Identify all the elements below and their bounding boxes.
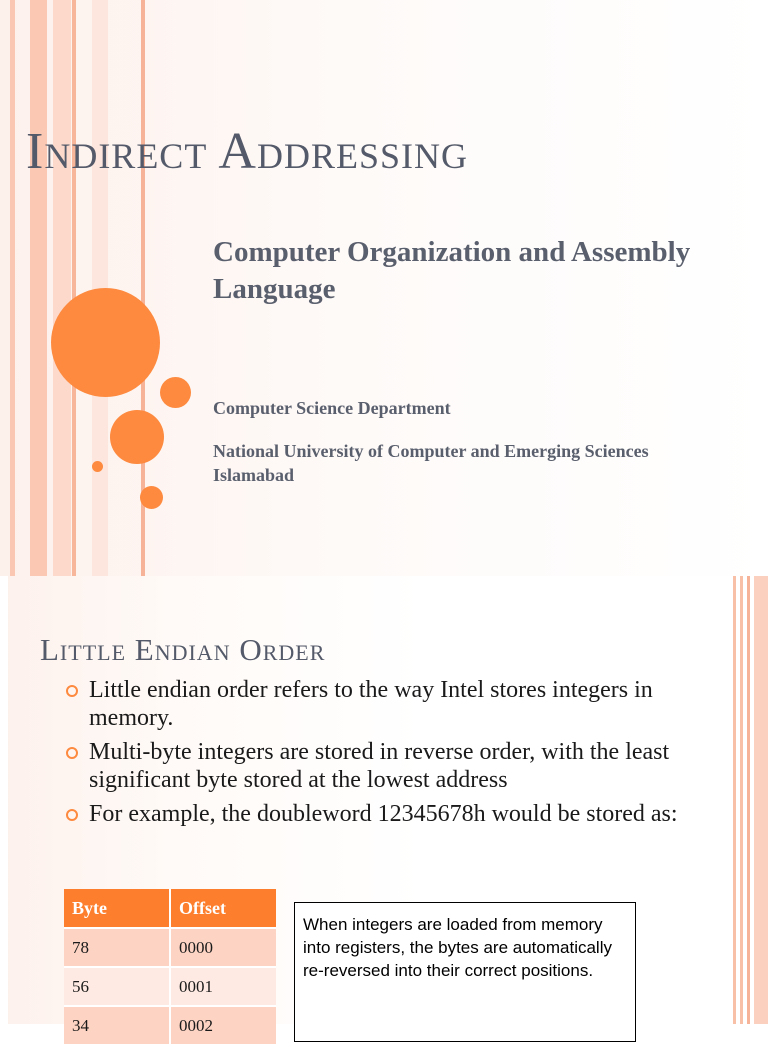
column-header-byte: Byte xyxy=(64,889,170,928)
column-header-offset: Offset xyxy=(170,889,276,928)
circle-bullet-icon xyxy=(66,747,78,759)
decorative-stripe xyxy=(733,576,736,1024)
content-slide xyxy=(0,576,768,1035)
decorative-circle xyxy=(160,377,191,408)
circle-bullet-icon xyxy=(66,685,78,697)
decorative-circle xyxy=(110,410,164,464)
decorative-stripe xyxy=(10,0,15,576)
table-row xyxy=(64,928,276,967)
decorative-stripe xyxy=(754,576,768,1024)
department-text: Computer Science Department xyxy=(213,398,451,418)
bullet-text: For example, the doubleword 12345678h would be stored as: xyxy=(89,801,678,827)
offset-cell: 0001 xyxy=(170,967,276,1006)
list-item xyxy=(64,738,704,794)
offset-cell: 0002 xyxy=(170,1006,276,1044)
byte-cell: 78 xyxy=(64,928,170,967)
circle-bullet-icon xyxy=(66,809,78,821)
note-box: When integers are loaded from memory into registers, the bytes are automatically re-reversed into their correct positions. xyxy=(294,902,636,1042)
decorative-stripe xyxy=(740,576,743,1024)
table-header-row xyxy=(64,889,276,928)
byte-cell: 34 xyxy=(64,1006,170,1044)
decorative-circle xyxy=(51,288,160,397)
decorative-stripe xyxy=(747,576,750,1024)
slide-title: Little Endian Order xyxy=(40,632,326,667)
byte-cell: 56 xyxy=(64,967,170,1006)
bullet-text: Multi-byte integers are stored in reverse order, with the least significant byte stored at the lowest address xyxy=(89,739,670,793)
decorative-stripe xyxy=(53,0,71,576)
list-item xyxy=(64,676,704,732)
table-row xyxy=(64,1006,276,1044)
university-text: National University of Computer and Emerging Sciences Islamabad xyxy=(213,441,649,485)
slide-title: Indirect Addressing xyxy=(26,123,469,180)
byte-offset-table xyxy=(64,889,276,1044)
decorative-circle xyxy=(140,486,163,509)
bullet-list xyxy=(64,676,704,834)
list-item xyxy=(64,800,704,828)
decorative-stripe xyxy=(72,0,76,576)
offset-cell: 0000 xyxy=(170,928,276,967)
bullet-text: Little endian order refers to the way Intel stores integers in memory. xyxy=(89,677,653,731)
decorative-stripe xyxy=(30,0,47,576)
decorative-circle xyxy=(92,461,103,472)
table-row xyxy=(64,967,276,1006)
decorative-stripe xyxy=(0,576,8,1024)
slide-subtitle: Computer Organization and Assembly Language xyxy=(213,236,691,305)
